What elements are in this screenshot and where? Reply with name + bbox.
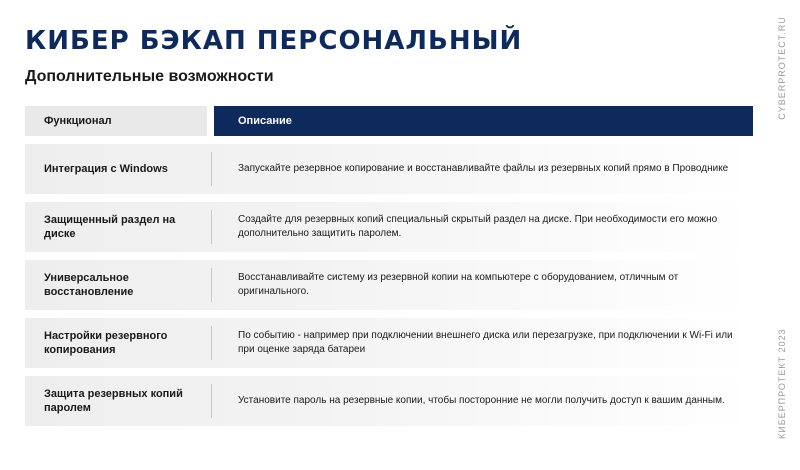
feature-cell: Универсальное восстановление bbox=[44, 272, 134, 298]
column-divider bbox=[211, 384, 212, 418]
page-title: КИБЕР БЭКАП ПЕРСОНАЛЬНЫЙ bbox=[25, 26, 523, 56]
description-cell: Установите пароль на резервные копии, чтобы посторонние не могли получить доступ к вашим данным. bbox=[238, 395, 725, 406]
column-header-description: Описание bbox=[214, 106, 753, 136]
column-header-feature: Функционал bbox=[25, 106, 207, 136]
description-cell: Восстанавливайте систему из резервной копии на компьютере с оборудованием, отличным от оригинального. bbox=[238, 272, 679, 297]
column-divider bbox=[211, 210, 212, 244]
table-header bbox=[25, 106, 753, 136]
feature-cell: Интеграция с Windows bbox=[44, 163, 168, 175]
description-cell: Запускайте резервное копирование и восстанавливайте файлы из резервных копий прямо в Проводнике bbox=[238, 163, 729, 174]
description-cell: По событию - например при подключении внешнего диска или перезагрузке, при подключении к Wi-Fi или при оценке заряда батареи bbox=[238, 330, 733, 355]
column-divider bbox=[211, 152, 212, 186]
table-row bbox=[25, 202, 753, 252]
page-subtitle: Дополнительные возможности bbox=[25, 68, 274, 85]
feature-cell: Настройки резервного копирования bbox=[44, 330, 168, 356]
table-row bbox=[25, 144, 753, 194]
table-row bbox=[25, 318, 753, 368]
description-cell: Создайте для резервных копий специальный скрытый раздел на диске. При необходимости его можно дополнительно защитить паролем. bbox=[238, 214, 718, 239]
feature-cell: Защищенный раздел на диске bbox=[44, 214, 176, 240]
side-copyright-label: КИБЕРПРОТЕКТ 2023 bbox=[777, 328, 787, 439]
side-url-label: CYBERPROTECT.RU bbox=[777, 16, 787, 120]
column-divider bbox=[211, 268, 212, 302]
feature-cell: Защита резервных копий паролем bbox=[44, 388, 183, 414]
table-row bbox=[25, 376, 753, 426]
table-row bbox=[25, 260, 753, 310]
column-divider bbox=[211, 326, 212, 360]
